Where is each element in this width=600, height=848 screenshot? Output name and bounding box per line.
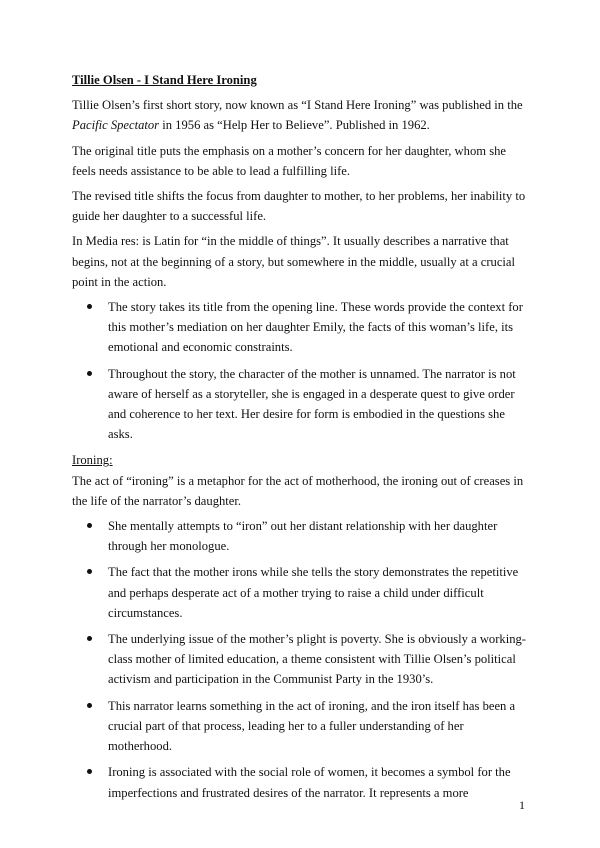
bullet-icon [87,523,92,528]
list-item [72,696,530,757]
list-item-text: The underlying issue of the mother’s plight is poverty. She is obviously a working-class mother of limited education, a theme consistent with Tillie Olsen’s political activism and participation in the Communist Party in the 1930’s. [108,632,526,687]
list-item [72,297,530,358]
document-page [72,70,530,809]
list-item-text: The story takes its title from the opening line. These words provide the context for this mother’s mediation on her daughter Emily, the facts of this woman’s life, its emotional and economic constraints. [108,300,523,355]
publication-name: Pacific Spectator [72,118,160,133]
bullet-icon [87,769,92,774]
list-item [72,364,530,445]
bullet-icon [87,371,92,376]
list-item [72,762,530,802]
page-number: 1 [519,798,525,812]
list-item [72,516,530,556]
bullet-icon [87,569,92,574]
intro-text-start: Tillie Olsen’s first short story, now known as “I Stand Here Ironing” was published in the [72,98,523,113]
bullet-icon [87,636,92,641]
document-title: Tillie Olsen - I Stand Here Ironing [72,73,257,87]
ironing-bullet-list [72,516,530,803]
ironing-paragraph: The act of “ironing” is a metaphor for the act of motherhood, the ironing out of creases in the life of the narrator’s daughter. [72,473,524,508]
list-item [72,562,530,623]
list-item-text: Ironing is associated with the social role of women, it becomes a symbol for the imperfections and frustrated desires of the narrator. It represents a more [108,765,511,800]
list-item [72,629,530,690]
bullet-icon [87,703,92,708]
original-title-paragraph: The original title puts the emphasis on a mother’s concern for her daughter, whom she feels needs assistance to be able to lead a fulfilling life. [72,143,506,178]
revised-title-paragraph: The revised title shifts the focus from daughter to mother, to her problems, her inability to guide her daughter to a successful life. [72,189,526,224]
media-res-paragraph: In Media res: is Latin for “in the middle of things”. It usually describes a narrative that begins, not at the beginning of a story, but somewhere in the middle, usually at a crucial point in the action. [72,234,516,289]
intro-paragraph [72,95,530,135]
intro-text-end: in 1956 as “Help Her to Believe”. Published in 1962. [159,118,430,133]
context-bullet-list [72,297,530,444]
bullet-icon [87,304,92,309]
list-item-text: The fact that the mother irons while she tells the story demonstrates the repetitive and perhaps desperate act of a mother trying to raise a child under difficult circumstances. [108,565,519,620]
ironing-heading: Ironing: [72,453,113,468]
list-item-text: This narrator learns something in the act of ironing, and the iron itself has been a crucial part of that process, leading her to a fuller understanding of her motherhood. [108,698,516,754]
list-item-text: Throughout the story, the character of the mother is unnamed. The narrator is not aware of herself as a storyteller, she is engaged in a desperate quest to give order and coherence to her text. Her desire for form is embodied in the questions she asks. [108,366,516,442]
list-item-text: She mentally attempts to “iron” out her distant relationship with her daughter through her monologue. [108,519,498,554]
